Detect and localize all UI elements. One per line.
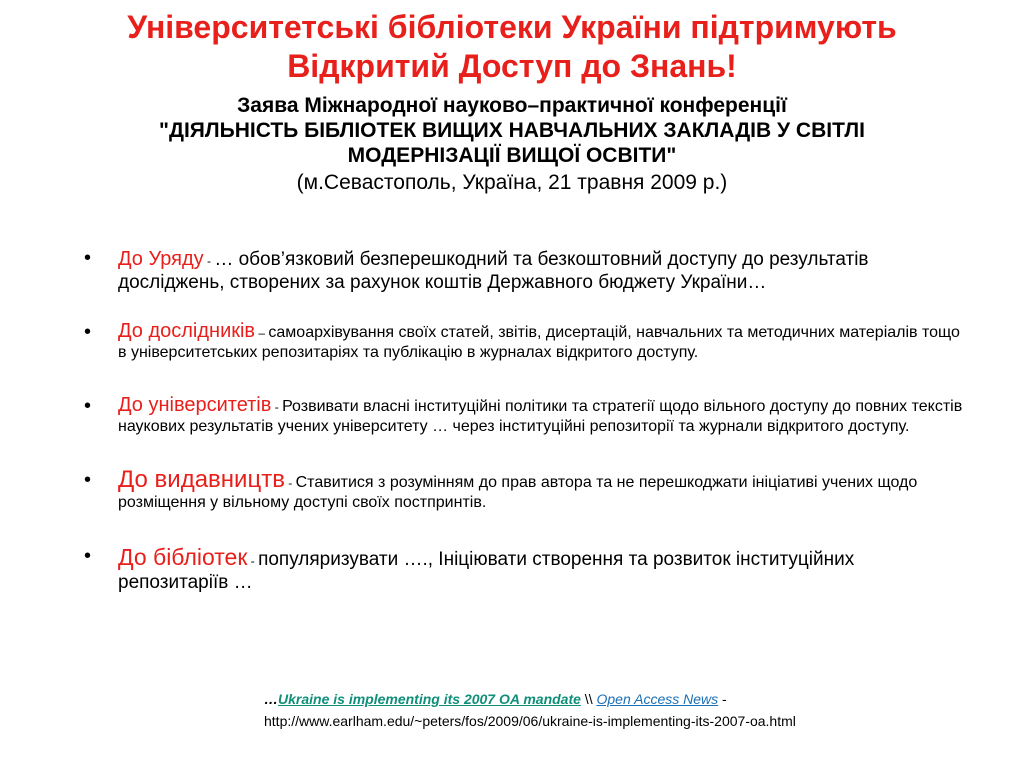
- bullet-libraries: [84, 546, 964, 594]
- subtitle-conference: Заява Міжнародної науково–практичної конференції: [237, 94, 787, 117]
- bullet-lead: До університетів: [118, 394, 272, 416]
- title-line-2: Відкритий Доступ до Знань!: [287, 48, 737, 84]
- bullet-lead: До Уряду: [118, 248, 204, 270]
- bullet-lead: До видавництв: [118, 466, 285, 493]
- open-access-news-link[interactable]: Open Access News: [596, 691, 719, 707]
- bullet-separator: -: [247, 554, 259, 568]
- bullet-separator: –: [255, 326, 269, 340]
- bullet-text: Ставитися з розумінням до прав автора та не перешкоджати ініціативі учених щодо розміщення у вільному доступі своїх постпринтів.: [118, 474, 918, 511]
- subtitle-place-date: (м.Севастополь, Україна, 21 травня 2009 р.): [296, 171, 728, 194]
- bullet-researchers: [84, 322, 964, 362]
- bullet-text: самоархівування своїх статей, звітів, дисертацій, навчальних та методичних матеріалів тощо в університетських репозитаріях та публікацію в журналах відкритого доступу.: [118, 324, 960, 361]
- bullet-marker: •: [84, 247, 92, 269]
- footer-between: \\: [580, 691, 597, 707]
- bullet-marker: •: [84, 545, 92, 567]
- footer-prefix: …: [264, 691, 278, 707]
- slide-title: [60, 8, 964, 86]
- bullet-marker: •: [84, 395, 92, 417]
- bullet-list: [84, 248, 964, 594]
- subtitle-theme-line-1: "ДІЯЛЬНІСТЬ БІБЛІОТЕК ВИЩИХ НАВЧАЛЬНИХ ЗАКЛАДІВ У СВІТЛІ: [159, 119, 865, 142]
- bullet-lead: До бібліотек: [118, 544, 248, 570]
- bullet-separator: -: [271, 400, 283, 414]
- bullet-publishers: [84, 466, 964, 512]
- bullet-separator: -: [203, 254, 215, 268]
- bullet-lead: До дослідників: [118, 320, 256, 342]
- bullet-marker: •: [84, 321, 92, 343]
- footer-dash: -: [718, 691, 727, 707]
- bullet-government: [84, 248, 964, 294]
- footer-line-1: [264, 688, 964, 710]
- mandate-link[interactable]: Ukraine is implementing its 2007 OA mandate: [278, 691, 581, 707]
- bullet-text: … обов’язковий безперешкодний та безкоштовний доступу до результатів досліджень, створених за рахунок коштів Державного бюджету України…: [118, 249, 869, 293]
- footer-url: http://www.earlham.edu/~peters/fos/2009/06/ukraine-is-implementing-its-2007-oa.html: [264, 713, 796, 729]
- bullet-marker: •: [84, 469, 92, 491]
- subtitle-theme-line-2: МОДЕРНІЗАЦІЇ ВИЩОЇ ОСВІТИ": [347, 144, 677, 167]
- bullet-text: популяризувати …., Ініціювати створення та розвиток інституційних репозитаріїв …: [118, 549, 855, 593]
- title-line-1: Університетські бібліотеки України підтримують: [127, 9, 897, 45]
- bullet-universities: [84, 396, 964, 436]
- subtitle-block: [60, 93, 964, 198]
- footer-reference: [264, 688, 964, 732]
- bullet-text: Розвивати власні інституційні політики та стратегії щодо вільного доступу до повних текстів наукових результатів учених університету … через інституційні репозиторії та журнали відкритого доступу.: [118, 398, 963, 435]
- bullet-separator: -: [284, 476, 296, 490]
